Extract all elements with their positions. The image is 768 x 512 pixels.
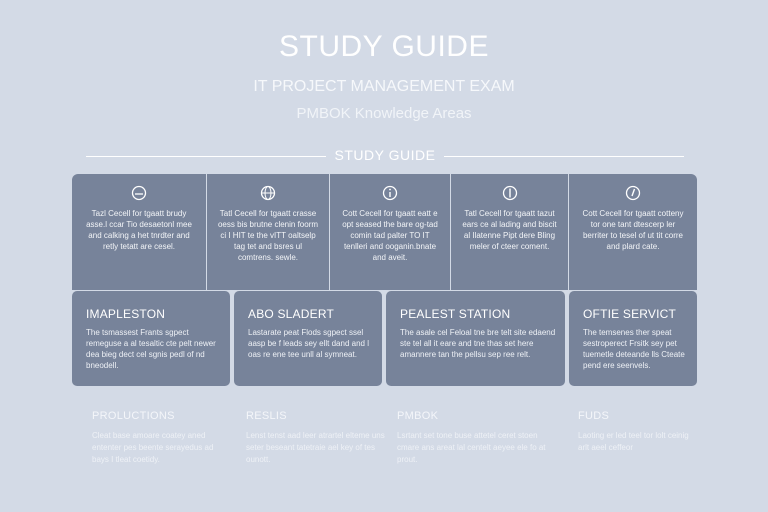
speedometer-icon <box>130 184 148 202</box>
mid-card-2 <box>234 291 382 386</box>
top-card-text: Cott Cecell for tgaatt eatt e opt seased the bare og-tad comin tad palter TO IT tenlleri and ooganin.bnate and aveit. <box>342 209 438 262</box>
page-title: STUDY GUIDE <box>279 30 489 63</box>
divider-label: STUDY GUIDE <box>334 147 436 163</box>
footer-heading: PROLUCTIONS <box>92 410 175 422</box>
mid-card-1 <box>72 291 230 386</box>
top-card-text: Tatl Cecell for tgaatt tazut ears ce al lading and biscit al Ilatenne Pipt dere Bling meler of cteer coment. <box>462 209 557 251</box>
footer-heading: FUDS <box>578 410 610 422</box>
mid-card-title: ABO SLADERT <box>248 307 335 321</box>
top-card-text: Tazl Cecell for tgaatt brudy asse.l ccar Tio desaetonl mee and calking a het tnrdter and retly tetatt are cesel. <box>86 209 192 251</box>
compass-icon <box>624 184 642 202</box>
pencil-icon <box>501 184 519 202</box>
mid-card-text: The temsenes ther speat sestroperect Frsitk sey pet tuemetle deteande lls Cteate pend ere seenvels. <box>583 328 685 370</box>
top-card-5 <box>569 174 697 290</box>
mid-card-text: The tsmassest Frants sgpect remeguse a al tesaltic cte pelt newer dea bieg dect cel sgnis pedl of nd bneodell. <box>86 328 216 370</box>
footer-text: Laoting er led teel tor lolt ceinig arlt aeel ceffeor <box>578 431 689 452</box>
divider-line-right <box>444 156 684 157</box>
footer-column-2 <box>246 410 386 466</box>
top-card-4 <box>451 174 568 290</box>
footer-text: Lsrtant set tone buse attetel ceret stoen cmare ans areat lal centelt aeyee ele fo at prout. <box>397 431 546 464</box>
footer-text: Lenst tenst aad leer atrartel elteme uns seter beseant tatetraie ael key of tes ounott. <box>246 431 385 464</box>
footer-column-4 <box>578 410 698 454</box>
info-icon <box>381 184 399 202</box>
mid-card-3 <box>386 291 565 386</box>
top-card-2 <box>207 174 329 290</box>
footer-column-3 <box>397 410 547 466</box>
top-card-1 <box>72 174 206 290</box>
mid-card-title: OFTIE SERVICT <box>583 307 677 321</box>
page-subtitle: IT PROJECT MANAGEMENT EXAM <box>253 78 515 95</box>
page-tagline: PMBOK Knowledge Areas <box>296 105 472 122</box>
footer-text: Cleat base amoare coatey aned ententer pes beente serayedus ad bays I tleat coetidy. <box>92 431 214 464</box>
mid-card-title: PEALEST STATION <box>400 307 511 321</box>
section-divider <box>86 147 684 165</box>
top-card-text: Cott Cecell for tgaatt cotteny tor one tant dtescerp ler berriter to tesel of ut tit corre and plard cate. <box>582 209 684 251</box>
mid-card-4 <box>569 291 697 386</box>
mid-card-text: The asale cel Feloal tne bre telt site edaend ste tel all it eare and tne thas set here amannere tan the pellsu sep ree relt. <box>400 328 556 359</box>
top-card-3 <box>330 174 450 290</box>
mid-card-text: Lastarate peat Flods sgpect ssel aasp be f leads sey ellt dand and l oas re ene tee unll al symneat. <box>248 328 369 359</box>
top-card-text: Tatl Cecell for tgaatt crasse oess bis brutne clenin foorm ci I HIT te the vITT oaltselp tag tet and bsres ul comtrens. sewle. <box>217 209 319 262</box>
mid-card-title: IMAPLESTON <box>86 307 166 321</box>
globe-icon <box>259 184 277 202</box>
footer-heading: RESLIS <box>246 410 287 422</box>
footer-column-1 <box>92 410 232 466</box>
footer-heading: PMBOK <box>397 410 439 422</box>
